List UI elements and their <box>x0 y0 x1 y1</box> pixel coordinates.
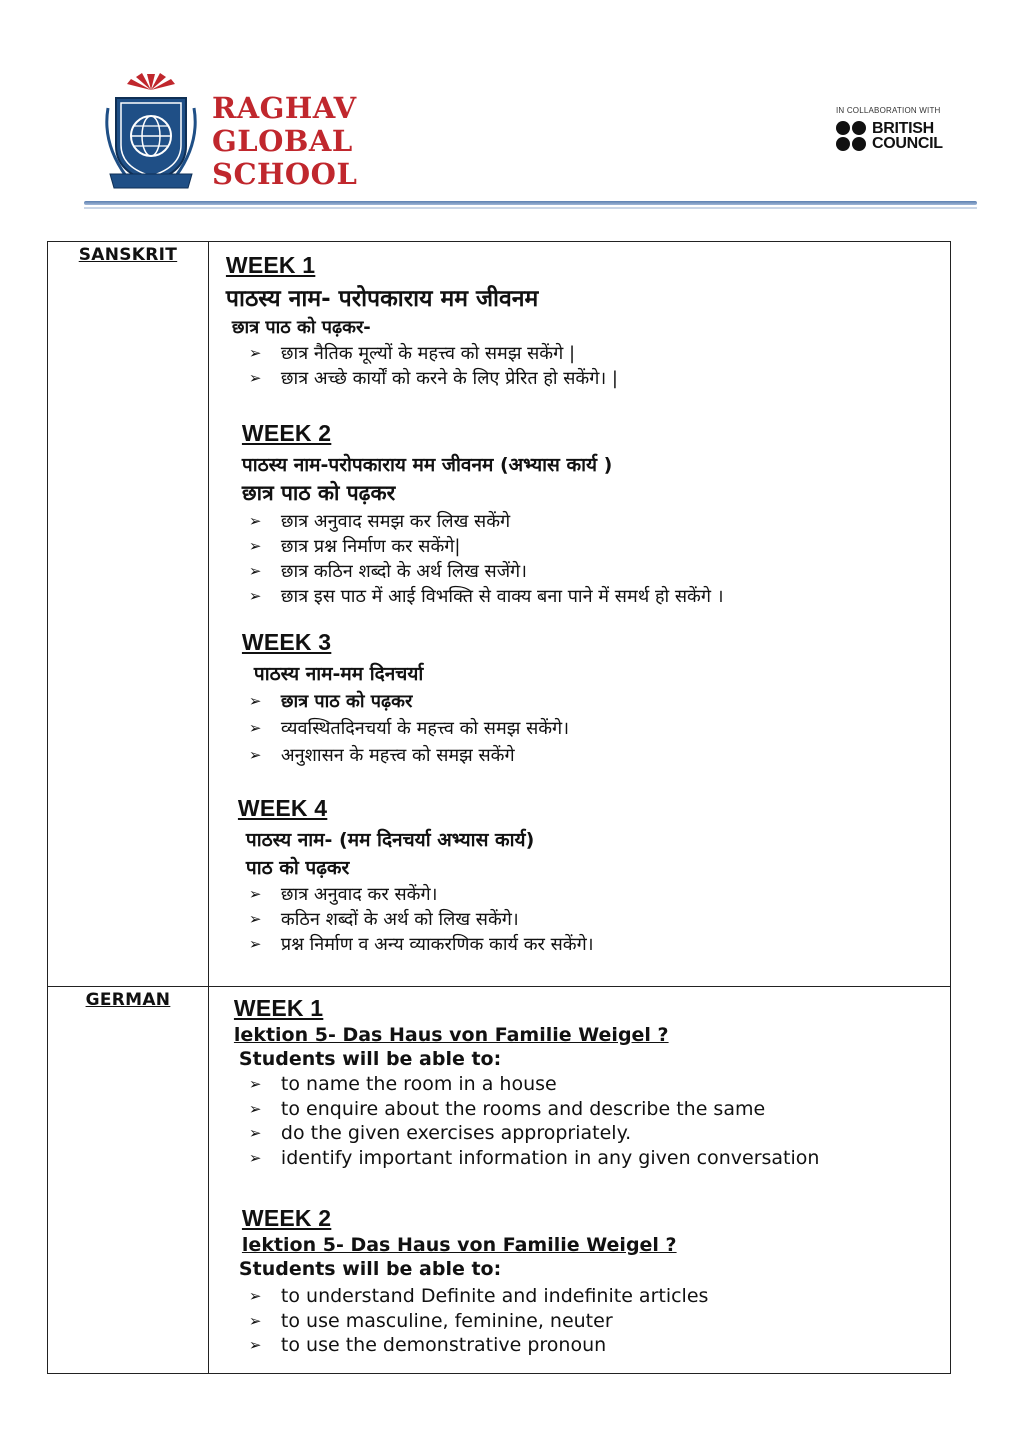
week-block <box>226 252 618 391</box>
list-item: ➢ छात्र अनुवाद समझ कर लिख सकेंगे <box>249 509 724 534</box>
list-item: ➢ identify important information in any given conversation <box>249 1146 820 1171</box>
list-item: ➢ प्रश्न निर्माण व अन्य व्याकरणिक कार्य कर सकेंगे। <box>249 932 594 957</box>
table-row-german <box>48 987 951 1374</box>
partner-name: BRITISH COUNCIL <box>872 120 943 152</box>
lesson-intro: छात्र पाठ को पढ़कर <box>241 481 396 505</box>
week-block <box>234 995 820 1170</box>
lesson-title: पाठस्य नाम- परोपकाराय मम जीवनम <box>225 286 539 312</box>
week-label: WEEK 1 <box>225 252 316 278</box>
list-item: ➢ छात्र इस पाठ में आई विभक्ति से वाक्य बना पाने में समर्थ हो सकेंगे । <box>249 584 724 609</box>
subject-cell <box>48 242 209 987</box>
lesson-title: पाठस्य नाम-मम दिनचर्या <box>253 663 424 685</box>
subject-cell <box>48 987 209 1374</box>
syllabus-table <box>47 241 951 1374</box>
objective-list <box>249 509 724 609</box>
week-block <box>242 629 569 769</box>
week-label: WEEK 2 <box>241 420 332 446</box>
objective-list <box>249 1284 709 1358</box>
british-council-logo-icon <box>836 121 868 151</box>
list-item: ➢ छात्र कठिन शब्दो के अर्थ लिख सजेंगे। <box>249 559 724 584</box>
list-item: ➢ छात्र पाठ को पढ़कर <box>249 688 569 715</box>
subject-label: SANSKRIT <box>78 245 178 265</box>
lesson-title: lektion 5- Das Haus von Familie Weigel ? <box>241 1234 677 1256</box>
list-item: ➢ व्यवस्थितदिनचर्या के महत्त्व को समझ सकेंगे। <box>249 715 569 742</box>
header-divider-shadow <box>84 207 977 209</box>
lesson-title: lektion 5- Das Haus von Familie Weigel ? <box>233 1024 669 1046</box>
subject-label: GERMAN <box>85 990 171 1010</box>
list-item: ➢ कठिन शब्दों के अर्थ को लिख सकेंगे। <box>249 907 594 932</box>
collaboration-block <box>836 106 943 151</box>
lesson-title: पाठस्य नाम- (मम दिनचर्या अभ्यास कार्य) <box>245 829 535 851</box>
collaboration-label: IN COLLABORATION WITH <box>836 106 941 115</box>
list-item: ➢ to enquire about the rooms and describe the same <box>249 1097 820 1122</box>
week-block <box>242 420 724 609</box>
lesson-intro: छात्र पाठ को पढ़कर- <box>231 317 371 338</box>
list-item: ➢ छात्र अच्छे कार्यों को करने के लिए प्रेरित हो सकेंगे। | <box>249 366 618 391</box>
list-item: ➢ छात्र प्रश्न निर्माण कर सकेंगे| <box>249 534 724 559</box>
objective-list <box>249 688 569 769</box>
week-block <box>238 795 594 957</box>
objective-list <box>249 882 594 957</box>
list-item: ➢ छात्र अनुवाद कर सकेंगे। <box>249 882 594 907</box>
school-emblem-icon <box>96 68 206 193</box>
week-label: WEEK 1 <box>233 995 324 1021</box>
objective-list <box>249 341 618 391</box>
list-item: ➢ to use the demonstrative pronoun <box>249 1333 709 1358</box>
week-label: WEEK 2 <box>241 1205 332 1231</box>
table-row-sanskrit <box>48 242 951 987</box>
objective-list <box>249 1072 820 1170</box>
list-item: ➢ to use masculine, feminine, neuter <box>249 1309 709 1334</box>
lesson-title: पाठस्य नाम-परोपकाराय मम जीवनम (अभ्यास कार्य ) <box>241 454 613 476</box>
list-item: ➢ to name the room in a house <box>249 1072 820 1097</box>
header-divider <box>84 201 977 205</box>
lesson-intro: Students will be able to: <box>238 1258 502 1280</box>
page-header <box>0 0 1024 230</box>
list-item: ➢ do the given exercises appropriately. <box>249 1121 820 1146</box>
week-label: WEEK 3 <box>241 629 332 655</box>
week-block <box>238 1205 709 1358</box>
lesson-intro: Students will be able to: <box>238 1048 502 1070</box>
list-item: ➢ to understand Definite and indefinite articles <box>249 1284 709 1309</box>
school-name: RAGHAV GLOBAL SCHOOL <box>212 91 358 191</box>
week-label: WEEK 4 <box>237 795 328 821</box>
content-cell <box>208 987 950 1374</box>
content-cell <box>208 242 950 987</box>
list-item: ➢ अनुशासन के महत्त्व को समझ सकेंगे <box>249 742 569 769</box>
lesson-intro: पाठ को पढ़कर <box>245 857 350 879</box>
list-item: ➢ छात्र नैतिक मूल्यों के महत्त्व को समझ सकेंगे | <box>249 341 618 366</box>
